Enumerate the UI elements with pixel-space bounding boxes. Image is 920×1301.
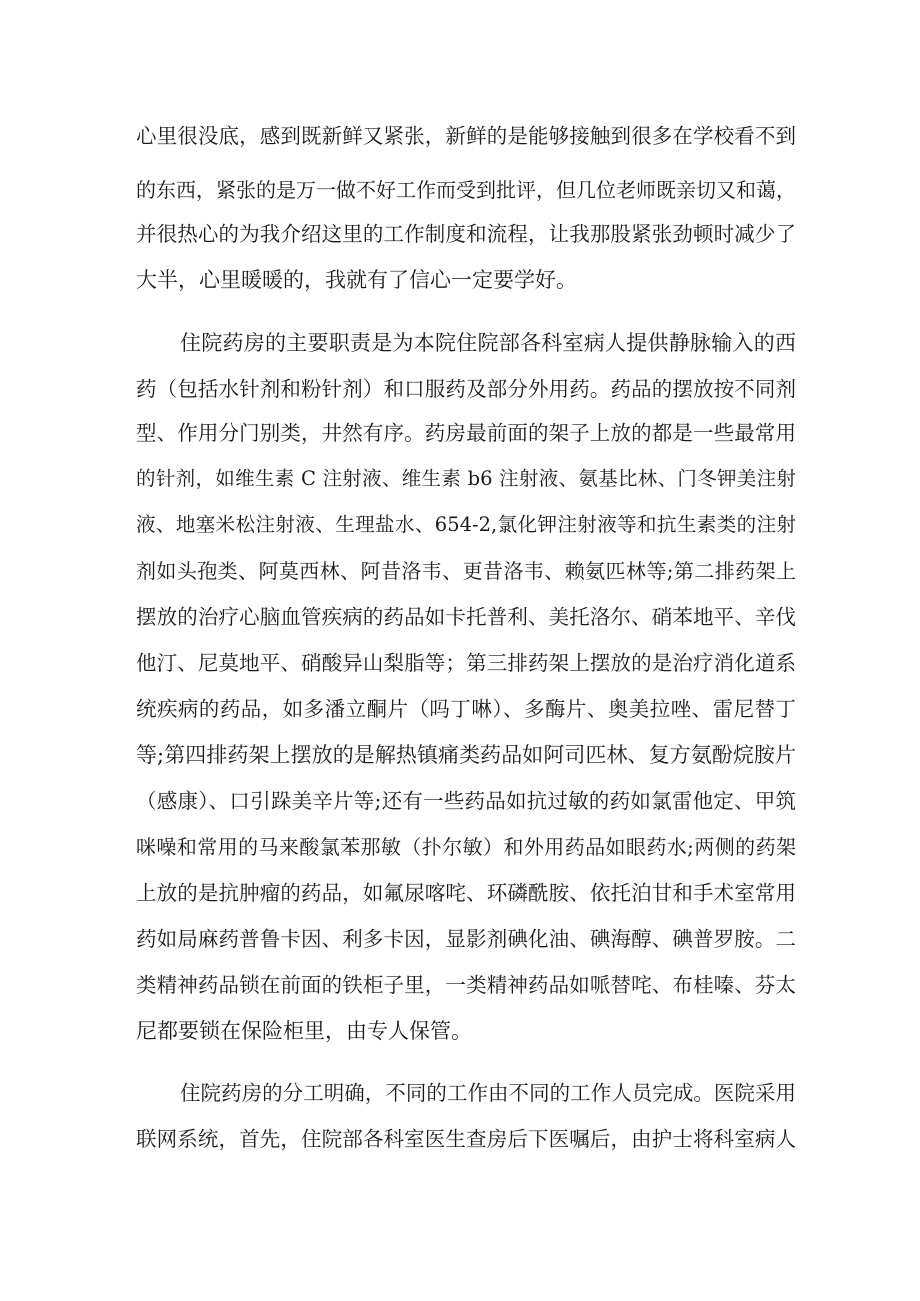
text-line: 剂如头孢类、阿莫西林、阿昔洛韦、更昔洛韦、赖氨匹林等;第二排药架上: [136, 559, 796, 583]
text-line: 尼都要锁在保险柜里，由专人保管。: [136, 1019, 472, 1043]
text-line: 大半，心里暖暖的，我就有了信心一定要学好。: [136, 268, 577, 292]
text-line: 的东西，紧张的是万一做不好工作而受到批评，但几位老师既亲切又和蔼，: [136, 178, 796, 202]
text-line: 药（包括水针剂和粉针剂）和口服药及部分外用药。药品的摆放按不同剂: [136, 377, 796, 401]
text-line: 住院药房的分工明确，不同的工作由不同的工作人员完成。医院采用: [180, 1081, 796, 1105]
text-line: 他汀、尼莫地平、硝酸异山梨脂等；第三排药架上摆放的是治疗消化道系: [136, 651, 796, 675]
text-line: 液、地塞米松注射液、生理盐水、654-2,氯化钾注射液等和抗生素类的注射: [136, 513, 796, 536]
text-line: 类精神药品锁在前面的铁柜子里，一类精神药品如哌替咤、布桂嗪、芬太: [136, 973, 796, 997]
text-line: 咪噪和常用的马来酸氯苯那敏（扑尔敏）和外用药品如眼药水;两侧的药架: [136, 835, 796, 859]
text-line: 药如局麻药普鲁卡因、利多卡因，显影剂碘化油、碘海醇、碘普罗胺。二: [136, 927, 796, 951]
text-line: 摆放的治疗心脑血管疾病的药品如卡托普利、美托洛尔、硝苯地平、辛伐: [136, 605, 796, 629]
text-line: 住院药房的主要职责是为本院住院部各科室病人提供静脉输入的西: [180, 331, 796, 355]
text-line: 等;第四排药架上摆放的是解热镇痛类药品如阿司匹林、复方氨酚烷胺片: [136, 743, 796, 767]
text-line: 的针剂，如维生素 C 注射液、维生素 b6 注射液、氨基比林、门冬钾美注射: [136, 467, 796, 490]
text-line: 上放的是抗肿瘤的药品，如氟尿喀咤、环磷酰胺、依托泊甘和手术室常用: [136, 881, 796, 905]
text-line: 并很热心的为我介绍这里的工作制度和流程，让我那股紧张劲顿时减少了: [136, 222, 796, 246]
text-line: 联网系统，首先，住院部各科室医生查房后下医嘱后，由护士将科室病人: [136, 1127, 796, 1151]
text-line: （感康）、口引跺美辛片等;还有一些药品如抗过敏的药如氯雷他定、甲筑: [136, 789, 796, 813]
text-line: 心里很没底，感到既新鲜又紧张，新鲜的是能够接触到很多在学校看不到: [136, 124, 796, 148]
text-line: 统疾病的药品，如多潘立酮片（吗丁啉）、多酶片、奥美拉唑、雷尼替丁: [136, 697, 796, 721]
text-line: 型、作用分门别类，井然有序。药房最前面的架子上放的都是一些最常用: [136, 421, 796, 445]
